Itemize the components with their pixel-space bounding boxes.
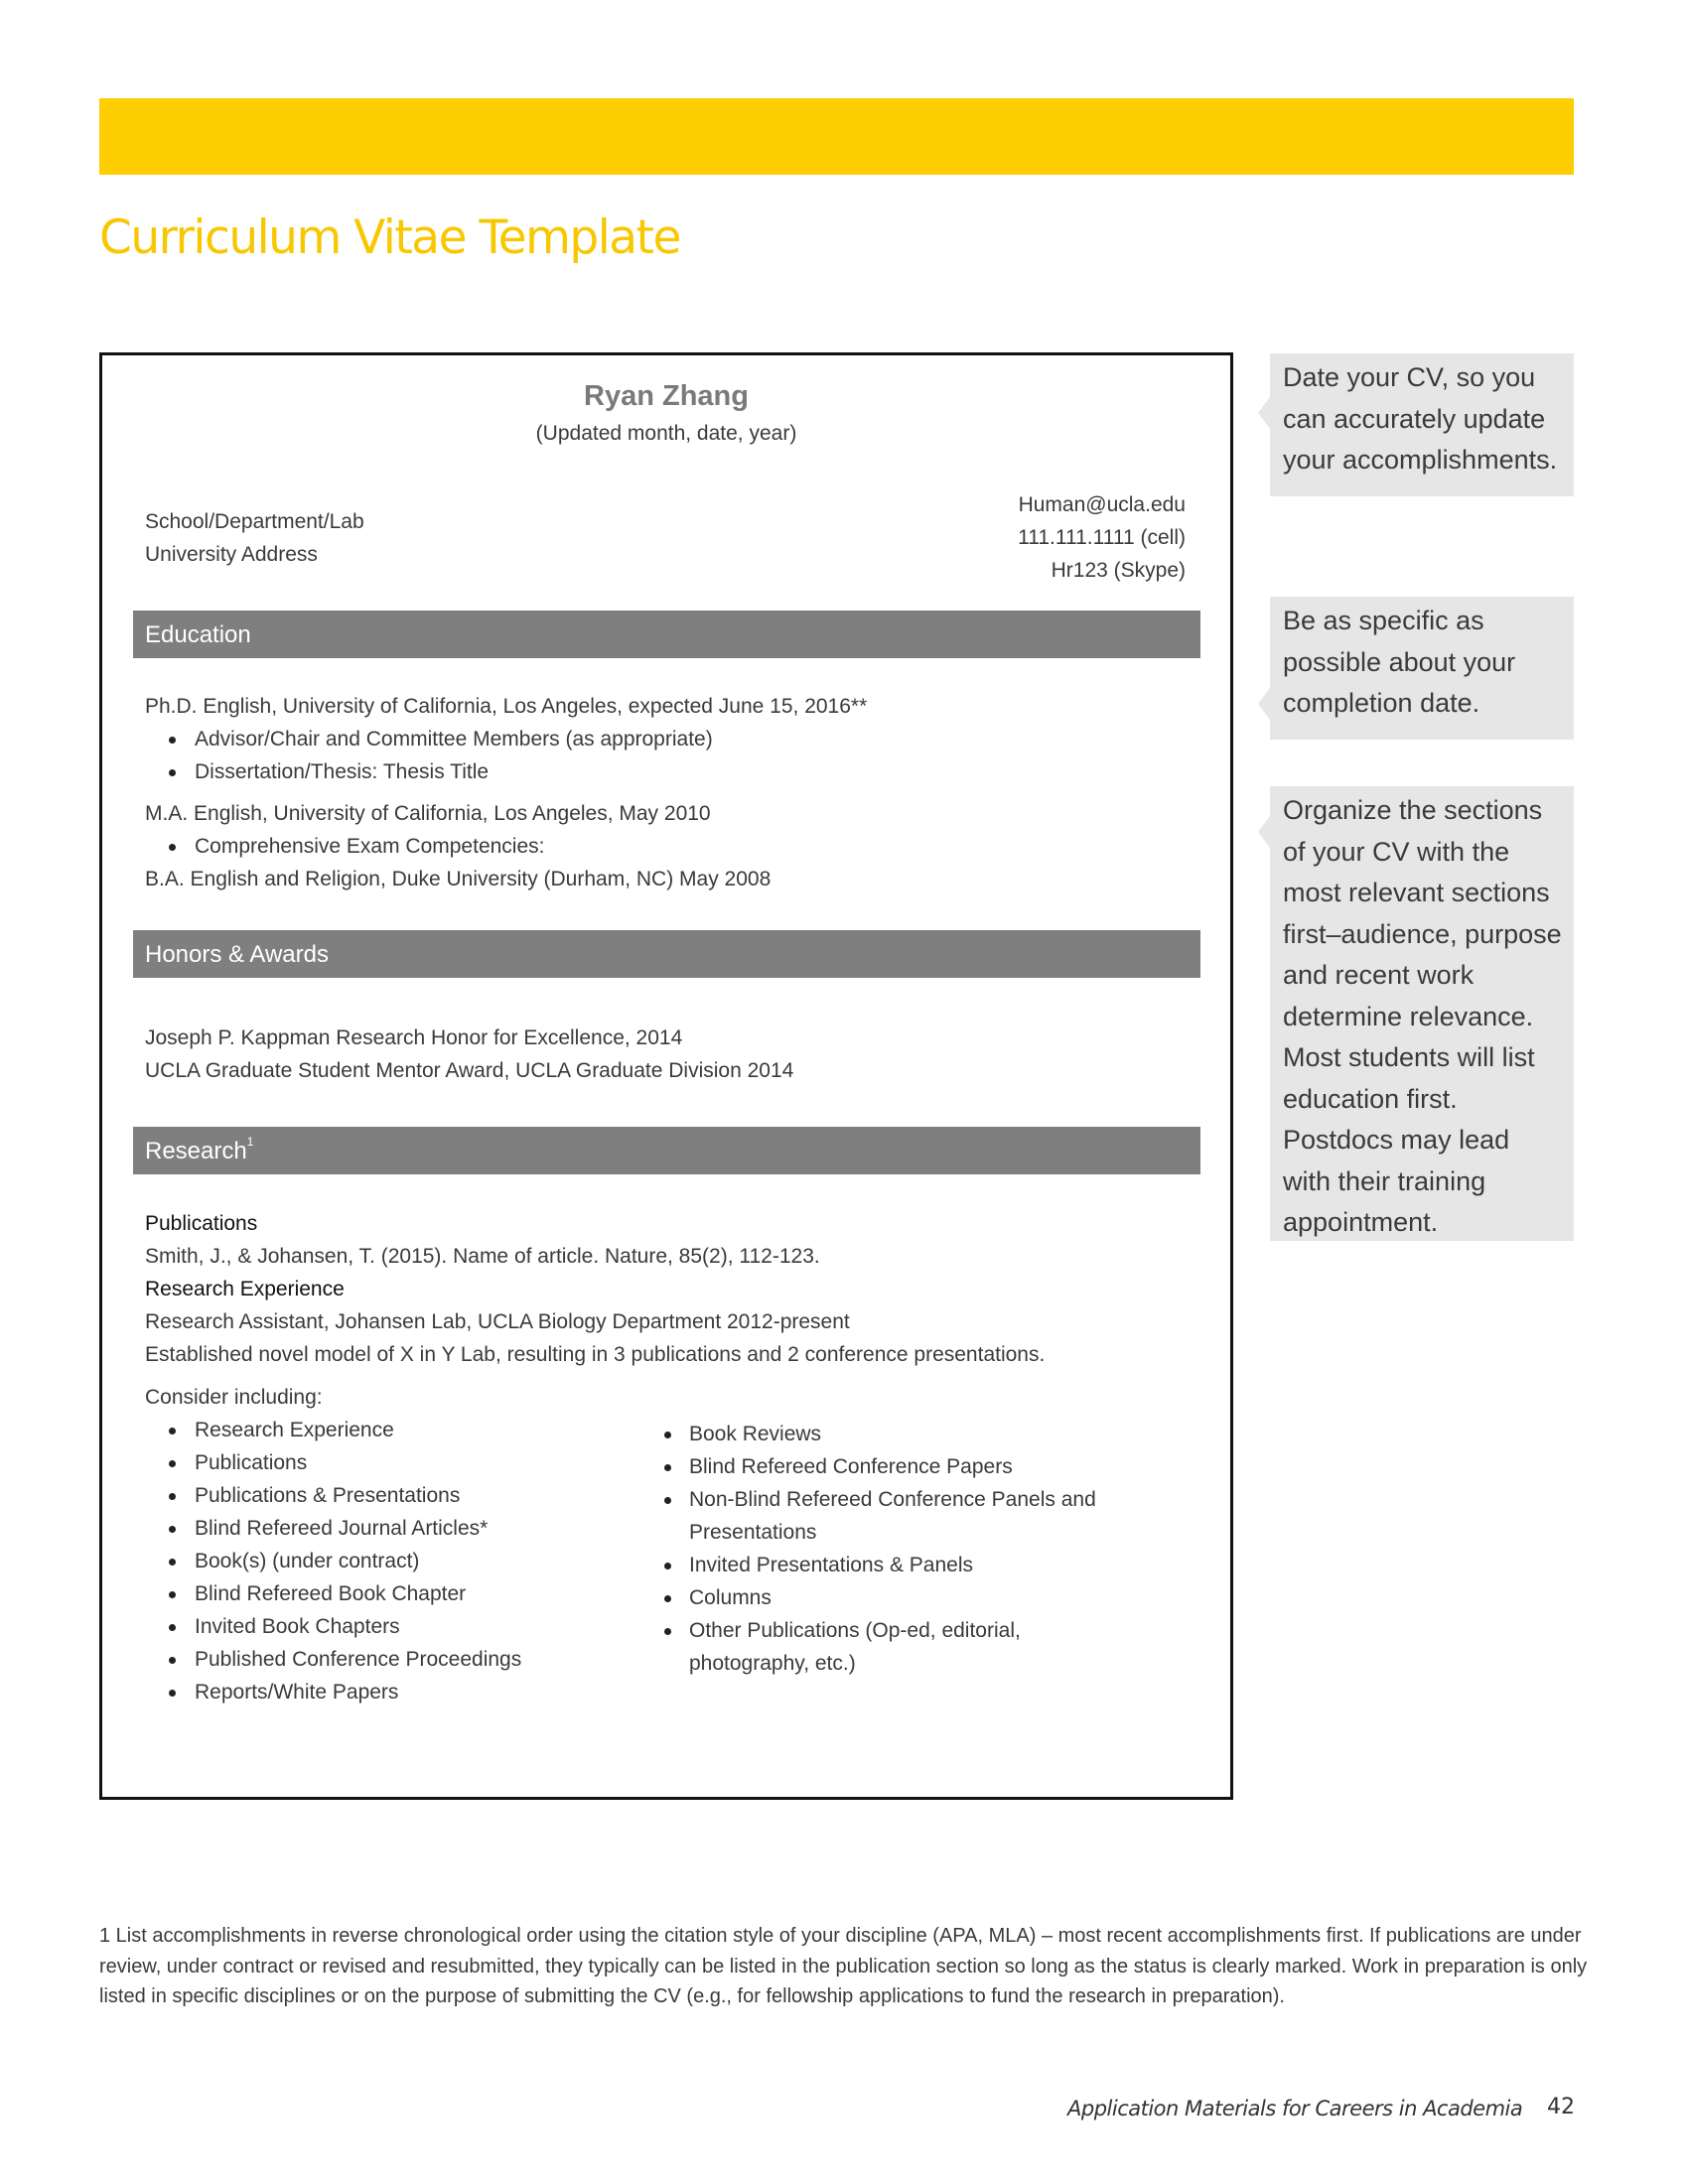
address-line: University Address xyxy=(145,543,318,566)
tip-callout-date: Date your CV, so you can accurately update your accomplishments. xyxy=(1270,353,1574,496)
contact-skype: Hr123 (Skype) xyxy=(1051,559,1186,582)
list-item: Book(s) (under contract) xyxy=(145,1545,1045,1577)
education-entry: Ph.D. English, University of California, Los Angeles, expected June 15, 2016** xyxy=(145,695,868,718)
header-accent-bar xyxy=(99,98,1574,175)
contact-phone: 111.111.1111 (cell) xyxy=(1018,526,1186,549)
list-item: Blind Refereed Book Chapter xyxy=(145,1577,1045,1610)
education-detail: Advisor/Chair and Committee Members (as appropriate) xyxy=(145,723,867,755)
honor-entry: UCLA Graduate Student Mentor Award, UCLA Graduate Division 2014 xyxy=(145,1059,794,1082)
cv-updated-date: (Updated month, date, year) xyxy=(535,422,797,445)
address-line: School/Department/Lab xyxy=(145,510,364,533)
education-detail: Comprehensive Exam Competencies: xyxy=(145,830,867,863)
footnote: 1 List accomplishments in reverse chronological order using the citation style of your discipline (APA, MLA) – most recent accomplishments first. If publications are under review, under contract or revised and resubmitted, they typically can be listed in the publication section so long as the status is clearly marked. Work in preparation is only listed in specific disciplines or on the purpose of submitting the CV (e.g., for fellowship applications to fund the research in preparation). xyxy=(99,1925,1588,2007)
list-item: Reports/White Papers xyxy=(145,1676,1045,1708)
education-entries xyxy=(145,690,867,895)
list-item: Invited Book Chapters xyxy=(145,1610,1045,1643)
contact-email: Human@ucla.edu xyxy=(1018,493,1186,516)
page-title: Curriculum Vitae Template xyxy=(99,210,680,265)
research-title: Research xyxy=(145,1138,247,1164)
cv-sample-box xyxy=(99,352,1233,1800)
list-item: Book Reviews xyxy=(664,1418,1141,1450)
tip-callout-organize: Organize the sections of your CV with the most relevant sections first–audience, purpose and recent work determine relevance. Most students will list education first. Postdocs may lead with their training appointment. xyxy=(1270,786,1574,1241)
list-item: Research Experience xyxy=(145,1414,1045,1446)
consider-including-label: Consider including: xyxy=(145,1386,323,1409)
research-experience-role: Research Assistant, Johansen Lab, UCLA Biology Department 2012-present xyxy=(145,1310,850,1333)
list-item: Publications & Presentations xyxy=(145,1479,1045,1512)
cv-address xyxy=(145,505,364,571)
education-detail: Dissertation/Thesis: Thesis Title xyxy=(145,755,867,788)
honors-entries xyxy=(145,1022,793,1087)
list-item: Publications xyxy=(145,1446,1045,1479)
research-experience-desc: Established novel model of X in Y Lab, resulting in 3 publications and 2 conference presentations. xyxy=(145,1343,1046,1366)
section-header-honors: Honors & Awards xyxy=(133,930,1200,978)
list-item: Blind Refereed Journal Articles* xyxy=(145,1512,1045,1545)
page-number: 42 xyxy=(1547,2095,1575,2119)
education-entry: B.A. English and Religion, Duke University (Durham, NC) May 2008 xyxy=(145,868,772,890)
section-header-education: Education xyxy=(133,611,1200,658)
honor-entry: Joseph P. Kappman Research Honor for Excellence, 2014 xyxy=(145,1026,683,1049)
cv-contact xyxy=(1018,488,1186,587)
list-item: Published Conference Proceedings xyxy=(145,1643,1045,1676)
publications-heading: Publications xyxy=(145,1212,258,1235)
list-item: Other Publications (Op-ed, editorial, photography, etc.) xyxy=(664,1614,1141,1680)
list-item: Invited Presentations & Panels xyxy=(664,1549,1141,1581)
list-item: Non-Blind Refereed Conference Panels and Presentations xyxy=(664,1483,1141,1549)
footnote-ref: 1 xyxy=(246,1135,254,1149)
footer-publication-title: Application Materials for Careers in Academia xyxy=(1067,2097,1523,2120)
list-item: Columns xyxy=(664,1581,1141,1614)
education-entry: M.A. English, University of California, Los Angeles, May 2010 xyxy=(145,802,711,825)
consider-list-right xyxy=(664,1418,1141,1680)
research-experience-heading: Research Experience xyxy=(145,1278,345,1300)
section-header-research xyxy=(133,1127,1200,1174)
tip-callout-completion: Be as specific as possible about your completion date. xyxy=(1270,597,1574,740)
publication-entry: Smith, J., & Johansen, T. (2015). Name of article. Nature, 85(2), 112-123. xyxy=(145,1245,820,1268)
list-item: Blind Refereed Conference Papers xyxy=(664,1450,1141,1483)
cv-name: Ryan Zhang xyxy=(584,380,749,412)
